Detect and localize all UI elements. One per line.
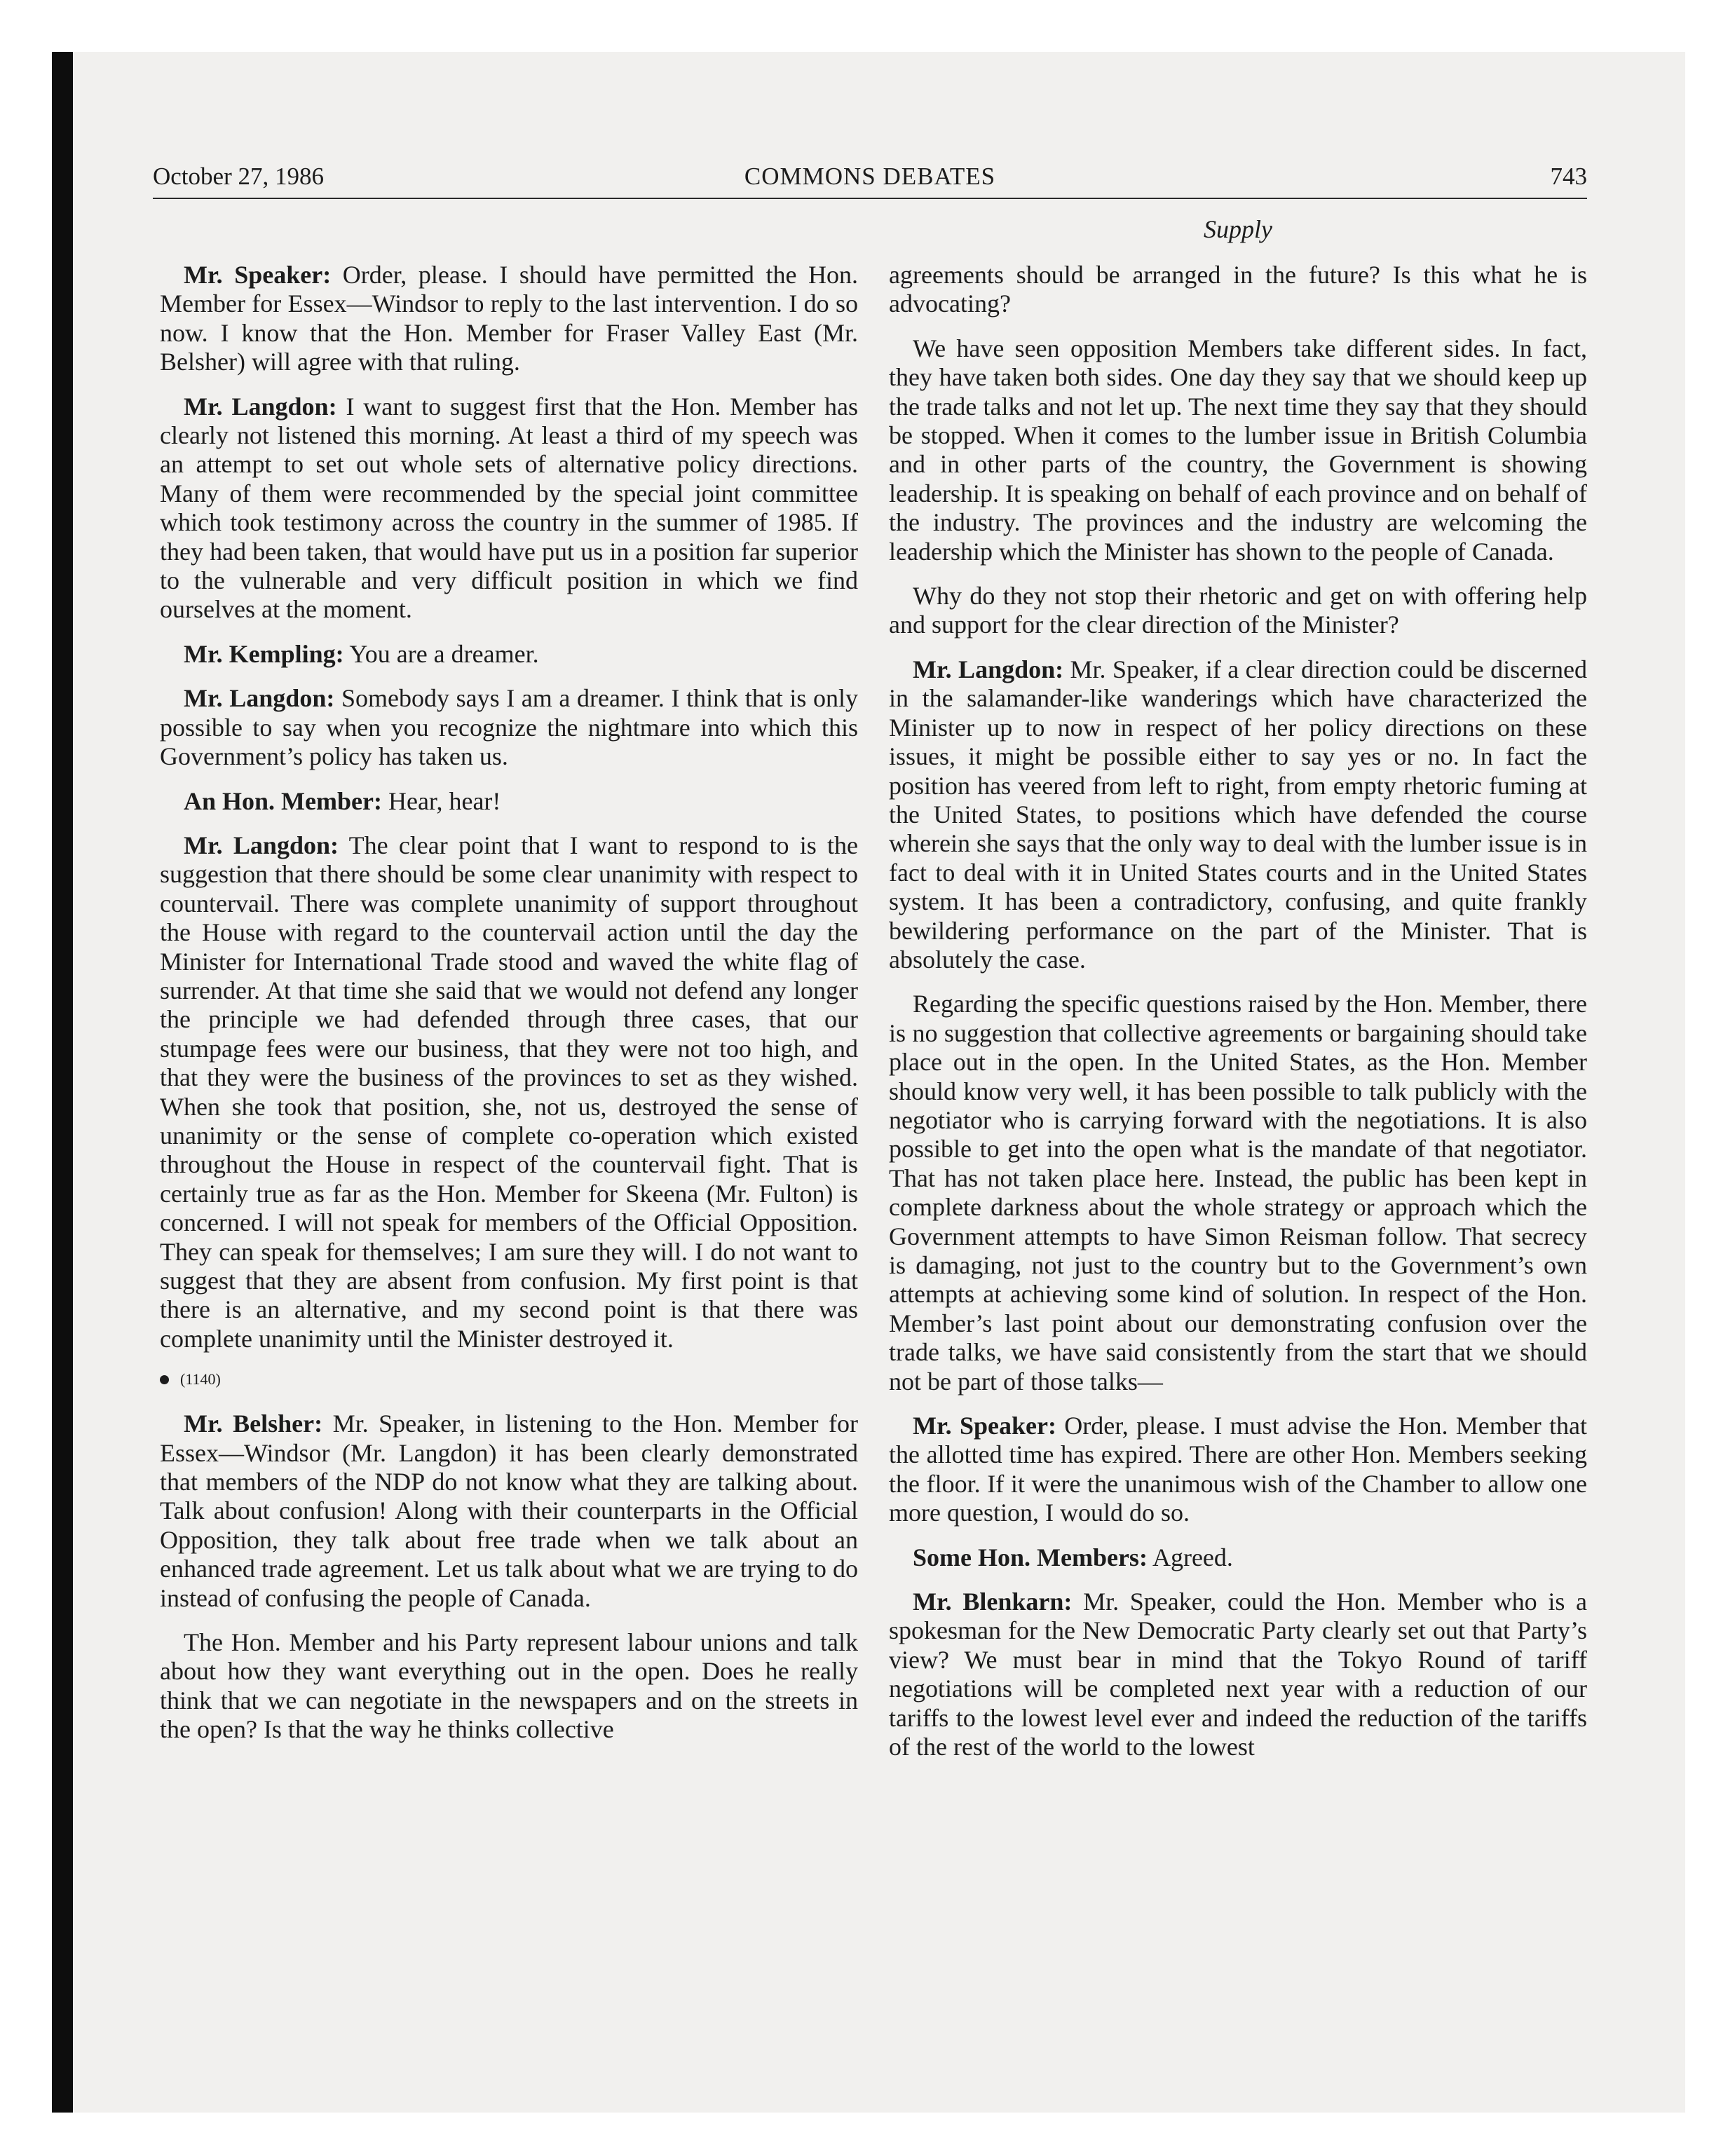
speech-paragraph [160, 640, 858, 669]
time-marker [160, 1369, 858, 1390]
speech-text: Mr. Speaker, in listening to the Hon. Member for Essex—Windsor (Mr. Langdon) it has been clearly demonstrated that members of the NDP do not know what they are talking about. Talk about confusion! Along with their counterparts in the Official Opposition, they talk about free trade when we talk about an enhanced trade agreement. Let us talk about what we are trying to do instead of confusing the people of Canada. [160, 1410, 859, 1612]
bullet-icon [160, 1375, 169, 1384]
page-number: 743 [1550, 163, 1587, 190]
speech-paragraph [889, 1412, 1587, 1528]
left-column [160, 261, 858, 1760]
speech-text: Somebody says I am a dreamer. I think that is only possible to say when you recognize the nightmare into which this Government’s policy has taken us. [160, 684, 859, 771]
speech-paragraph [160, 787, 858, 816]
speaker-name: Mr. Blenkarn: [913, 1588, 1073, 1616]
speech-text: Mr. Speaker, could the Hon. Member who is a spokesman for the New Democratic Party clearly set out that Party’s view? We must bear in mind that the Tokyo Round of tariff negotiations will be completed next year with a reduction of our tariffs to the lowest level ever and indeed the reduction of the tariffs of the rest of the world to the lowest [889, 1588, 1588, 1761]
speech-text: The Hon. Member and his Party represent labour unions and talk about how they want everything out in the open. Does he really think that we can negotiate in the newspapers and on the streets in the open? Is that the way he thinks collective [160, 1628, 858, 1744]
speaker-name: Mr. Langdon: [913, 655, 1064, 683]
speech-text: Order, please. I must advise the Hon. Member that the allotted time has expired. There are other Hon. Members seeking the floor. If it were the unanimous wish of the Chamber to allow one more question, I would do so. [889, 1412, 1588, 1527]
speech-paragraph [889, 334, 1587, 566]
speech-paragraph [160, 831, 858, 1353]
binding-edge [52, 52, 73, 2113]
running-head: Supply [1204, 215, 1272, 243]
speaker-name: Mr. Belsher: [184, 1410, 323, 1438]
speech-text: agreements should be arranged in the future? Is this what he is advocating? [889, 261, 1587, 318]
speech-text: Order, please. I should have permitted the Hon. Member for Essex—Windsor to reply to the last intervention. I do so now. I know that the Hon. Member for Fraser Valley East (Mr. Belsher) will agree with that ruling. [160, 261, 859, 376]
header-title: COMMONS DEBATES [744, 163, 996, 190]
speech-paragraph [889, 1588, 1587, 1761]
speech-paragraph [889, 582, 1587, 640]
speaker-name: Mr. Langdon: [184, 831, 339, 859]
header-date: October 27, 1986 [153, 163, 324, 190]
speaker-name: Mr. Speaker: [184, 261, 332, 289]
speech-paragraph [160, 261, 858, 377]
page-header [153, 163, 1587, 199]
speech-paragraph [889, 655, 1587, 974]
speech-paragraph [889, 261, 1587, 319]
speech-paragraph [160, 1410, 858, 1613]
speech-text: Hear, hear! [388, 786, 501, 815]
time-marker-label: (1140) [180, 1370, 221, 1389]
speaker-name: Mr. Kempling: [184, 639, 344, 668]
speech-paragraph [889, 990, 1587, 1396]
speaker-name: An Hon. Member: [184, 786, 382, 815]
speech-text: Regarding the specific questions raised by the Hon. Member, there is no suggestion that collective agreements or bargaining should take place out in the open. In the United States, as the Hon. Member should know very well, it has been possible to talk publicly with the negotiator who is carrying forward with the negotiations. It is also possible to get into the open what is the mandate of that negotiator. That has not taken place here. Instead, the public has been kept in complete darkness about the whole strategy or approach which the Government attempts to have Simon Reisman follow. That secrecy is damaging, not just to the country but to the Government’s own attempts at achieving some kind of solution. In respect of the Hon. Member’s last point about our demonstrating confusion over the trade talks, we have said consistently from the start that we should not be part of those talks— [889, 990, 1587, 1396]
speech-text: Why do they not stop their rhetoric and get on with offering help and support for the clear direction of the Minister? [889, 582, 1587, 639]
speech-paragraph [160, 684, 858, 771]
speech-text: I want to suggest first that the Hon. Member has clearly not listened this morning. At least a third of my speech was an attempt to set out whole sets of alternative policy directions. Many of them were recommended by the special joint committee which took testimony across the country in the summer of 1985. If they had been taken, that would have put us in a position far superior to the vulnerable and very difficult position in which we find ourselves at the moment. [160, 392, 858, 624]
speech-text: You are a dreamer. [349, 639, 539, 668]
speech-text: Agreed. [1152, 1543, 1233, 1571]
speech-text: Mr. Speaker, if a clear direction could be discerned in the salamander-like wanderings which have characterized the Minister up to now in respect of her policy directions on these issues, it might be possible either to say yes or no. In fact the position has veered from left to right, from empty rhetoric fuming at the United States, to positions which have defended the course wherein she says that the only way to deal with the lumber issue is in fact to deal with it in United States courts and in the United States system. It has been a contradictory, confusing, and quite frankly bewildering performance on the part of the Minister. That is absolutely the case. [889, 655, 1587, 974]
speech-paragraph [160, 1628, 858, 1745]
header-rule [153, 198, 1587, 199]
right-column [889, 261, 1587, 1778]
speaker-name: Mr. Langdon: [184, 684, 335, 713]
speaker-name: Some Hon. Members: [913, 1543, 1148, 1571]
speech-text: We have seen opposition Members take different sides. In fact, they have taken both sides. One day they say that we should keep up the trade talks and not let up. The next time they say that they should be stopped. When it comes to the lumber issue in British Columbia and in other parts of the country, the Government is showing leadership. It is speaking on behalf of each province and on behalf of the industry. The provinces and the industry are welcoming the leadership which the Minister has shown to the people of Canada. [889, 334, 1587, 566]
speech-text: The clear point that I want to respond to is the suggestion that there should be some clear unanimity with respect to countervail. There was complete unanimity of support throughout the House with regard to the countervail action until the day the Minister for International Trade stood and waved the white flag of surrender. At that time she said that we would not defend any longer the principle we had defended through three cases, that our stumpage fees were our business, that they were not too high, and that they were the business of the provinces to set as they wished. When she took that position, she, not us, destroyed the sense of unanimity or the sense of complete co-operation which existed throughout the House in respect of the countervail fight. That is certainly true as far as the Hon. Member for Skeena (Mr. Fulton) is concerned. I will not speak for members of the Official Opposition. They can speak for themselves; I am sure they will. I do not want to suggest that they are absent from confusion. My first point is that there is an alternative, and my second point is that there was complete unanimity until the Minister destroyed it. [160, 831, 858, 1353]
speech-paragraph [889, 1543, 1587, 1572]
speaker-name: Mr. Langdon: [184, 392, 337, 421]
speaker-name: Mr. Speaker: [913, 1412, 1056, 1440]
speech-paragraph [160, 393, 858, 625]
